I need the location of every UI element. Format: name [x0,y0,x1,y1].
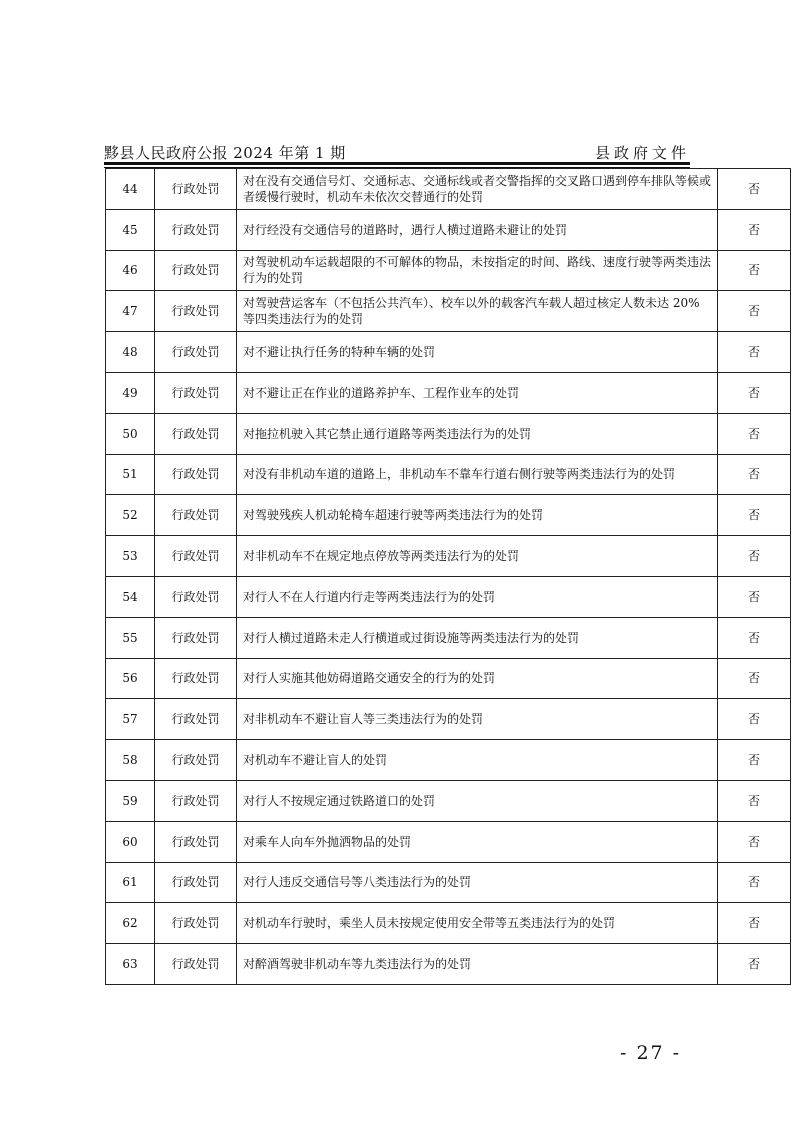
row-number: 50 [106,413,155,454]
row-flag: 否 [718,372,791,413]
table-row [106,250,791,291]
row-flag: 否 [718,454,791,495]
row-description: 对驾驶机动车运载超限的不可解体的物品，未按指定的时间、路线、速度行驶等两类违法行为的处罚 [237,250,718,291]
table-row [106,454,791,495]
row-flag: 否 [718,536,791,577]
table-row [106,617,791,658]
row-description: 对非机动车不避让盲人等三类违法行为的处罚 [237,699,718,740]
row-number: 54 [106,576,155,617]
table-row [106,291,791,332]
row-flag: 否 [718,495,791,536]
row-type: 行政处罚 [155,209,237,250]
row-type: 行政处罚 [155,740,237,781]
table-row [106,821,791,862]
row-type: 行政处罚 [155,413,237,454]
row-flag: 否 [718,332,791,373]
row-number: 45 [106,209,155,250]
row-description: 对没有非机动车道的道路上，非机动车不靠车行道右侧行驶等两类违法行为的处罚 [237,454,718,495]
row-number: 61 [106,862,155,903]
row-description: 对不避让执行任务的特种车辆的处罚 [237,332,718,373]
row-type: 行政处罚 [155,169,237,210]
row-flag: 否 [718,617,791,658]
row-flag: 否 [718,658,791,699]
table-row [106,576,791,617]
row-number: 49 [106,372,155,413]
row-number: 52 [106,495,155,536]
row-type: 行政处罚 [155,576,237,617]
row-type: 行政处罚 [155,332,237,373]
row-flag: 否 [718,780,791,821]
table-row [106,372,791,413]
running-header [104,138,690,164]
table-body [106,169,791,985]
row-type: 行政处罚 [155,862,237,903]
row-flag: 否 [718,740,791,781]
table-row [106,740,791,781]
row-description: 对拖拉机驶入其它禁止通行道路等两类违法行为的处罚 [237,413,718,454]
row-number: 63 [106,944,155,985]
header-rule-thick [104,162,690,165]
row-type: 行政处罚 [155,454,237,495]
table-row [106,699,791,740]
table-row [106,413,791,454]
table-row [106,780,791,821]
row-type: 行政处罚 [155,617,237,658]
row-description: 对驾驶残疾人机动轮椅车超速行驶等两类违法行为的处罚 [237,495,718,536]
table-row [106,903,791,944]
row-flag: 否 [718,250,791,291]
row-number: 59 [106,780,155,821]
row-description: 对机动车不避让盲人的处罚 [237,740,718,781]
row-number: 60 [106,821,155,862]
table-row [106,495,791,536]
row-flag: 否 [718,291,791,332]
row-number: 51 [106,454,155,495]
row-description: 对非机动车不在规定地点停放等两类违法行为的处罚 [237,536,718,577]
table-row [106,209,791,250]
page-number: - 27 - [620,1042,682,1064]
table-row [106,169,791,210]
row-description: 对驾驶营运客车（不包括公共汽车）、校车以外的载客汽车载人超过核定人数未达 20%等四类违法行为的处罚 [237,291,718,332]
row-description: 对醉酒驾驶非机动车等九类违法行为的处罚 [237,944,718,985]
row-type: 行政处罚 [155,372,237,413]
row-number: 47 [106,291,155,332]
row-type: 行政处罚 [155,944,237,985]
row-number: 62 [106,903,155,944]
row-description: 对行人横过道路未走人行横道或过街设施等两类违法行为的处罚 [237,617,718,658]
row-flag: 否 [718,821,791,862]
row-flag: 否 [718,903,791,944]
row-type: 行政处罚 [155,903,237,944]
row-description: 对乘车人向车外抛洒物品的处罚 [237,821,718,862]
row-description: 对行人实施其他妨碍道路交通安全的行为的处罚 [237,658,718,699]
row-number: 46 [106,250,155,291]
row-description: 对不避让正在作业的道路养护车、工程作业车的处罚 [237,372,718,413]
table-row [106,862,791,903]
row-type: 行政处罚 [155,658,237,699]
row-flag: 否 [718,209,791,250]
row-type: 行政处罚 [155,250,237,291]
row-type: 行政处罚 [155,291,237,332]
row-description: 对在没有交通信号灯、交通标志、交通标线或者交警指挥的交叉路口遇到停车排队等候或者缓慢行驶时，机动车未依次交替通行的处罚 [237,169,718,210]
table-row [106,332,791,373]
row-flag: 否 [718,944,791,985]
row-description: 对行经没有交通信号的道路时，遇行人横过道路未避让的处罚 [237,209,718,250]
table-row [106,658,791,699]
row-type: 行政处罚 [155,780,237,821]
row-number: 56 [106,658,155,699]
row-flag: 否 [718,169,791,210]
row-description: 对机动车行驶时，乘坐人员未按规定使用安全带等五类违法行为的处罚 [237,903,718,944]
row-type: 行政处罚 [155,495,237,536]
penalty-items-table [105,168,791,985]
row-number: 55 [106,617,155,658]
row-description: 对行人违反交通信号等八类违法行为的处罚 [237,862,718,903]
row-type: 行政处罚 [155,536,237,577]
row-description: 对行人不按规定通过铁路道口的处罚 [237,780,718,821]
row-flag: 否 [718,862,791,903]
row-flag: 否 [718,699,791,740]
row-number: 53 [106,536,155,577]
row-number: 57 [106,699,155,740]
table-row [106,944,791,985]
row-number: 44 [106,169,155,210]
row-flag: 否 [718,576,791,617]
row-number: 58 [106,740,155,781]
row-number: 48 [106,332,155,373]
bulletin-issue-title: 黟县人民政府公报 2024 年第 1 期 [104,144,346,162]
row-description: 对行人不在人行道内行走等两类违法行为的处罚 [237,576,718,617]
row-type: 行政处罚 [155,821,237,862]
row-flag: 否 [718,413,791,454]
table-row [106,536,791,577]
section-label: 县政府文件 [594,144,690,162]
row-type: 行政处罚 [155,699,237,740]
